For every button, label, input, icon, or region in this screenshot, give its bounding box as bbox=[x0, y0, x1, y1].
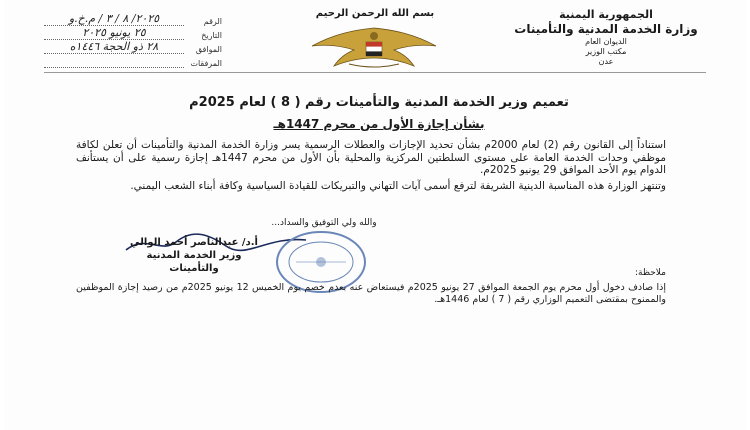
document-page bbox=[4, 0, 746, 430]
circular-title: تعميم وزير الخدمة المدنية والتأمينات رقم ( 8 ) لعام 2025م bbox=[189, 95, 569, 110]
note-text-block bbox=[76, 282, 666, 305]
closing-line: والله ولي التوفيق والسداد... bbox=[271, 218, 377, 228]
ref-date-label: التاريخ bbox=[201, 31, 222, 40]
ref-date-row bbox=[44, 26, 222, 40]
office-name: مكتب الوزير bbox=[585, 46, 627, 56]
reference-block bbox=[44, 12, 222, 68]
ref-attachments-row bbox=[44, 54, 222, 68]
header-divider bbox=[44, 72, 706, 73]
ministry-name: وزارة الخدمة المدنية والتأمينات bbox=[514, 21, 698, 36]
ref-number-value: ٢٠٢٥/ ٨ / ٣ / م.خ.و bbox=[44, 13, 184, 26]
body-paragraph-1: استناداً إلى القانون رقم (2) لعام 2000م بشأن تحديد الإجازات والعطلات الرسمية يسر وزارة الخدمة المدنية والتأمينات أن تعلن لكافة موظفي وحدات الخدمة العامة على مستوى السلطتين المركزية والمحلية بأن الأول من محرم 1447هـ إجازة رسمية على أن يستأنف الدوام يوم الأحد الموافق 29 يونيو 2025م. bbox=[76, 139, 666, 176]
signatory-name: أ.د/ عبدالناصر أحمد الوالي bbox=[130, 237, 258, 248]
ref-number-row bbox=[44, 12, 222, 26]
signatory-title: وزير الخدمة المدنية والتأمينات bbox=[146, 250, 242, 274]
ref-attachments-value bbox=[44, 67, 184, 68]
body-paragraph-2: وتنتهز الوزارة هذه المناسبة الدينية الشريفة لترفع أسمى آيات التهاني والتبريكات للقيادة السياسية وكافة أبناء الشعب اليمني. bbox=[130, 179, 666, 192]
ref-corresponding-value: ٢٨ ذو الحجة ١٤٤٦ه bbox=[44, 41, 184, 54]
ref-corresponding-label: الموافق bbox=[195, 45, 222, 54]
circular-body bbox=[76, 139, 666, 192]
country-name: الجمهورية اليمنية bbox=[559, 8, 653, 21]
department-name: الديوان العام bbox=[585, 36, 627, 46]
city-name: عدن bbox=[598, 56, 614, 66]
ref-number-label: الرقم bbox=[203, 17, 222, 26]
eagle-emblem-icon bbox=[294, 20, 454, 70]
ref-attachments-label: المرفقات bbox=[190, 59, 222, 68]
circular-subject: بشأن إجازة الأول من محرم 1447هـ bbox=[273, 117, 485, 131]
signature-block bbox=[124, 236, 264, 275]
note-text: إذا صادف دخول أول محرم يوم الجمعة الموافق 27 يونيو 2025م فيستعاض عنه بعدم خصم يوم الخميس 12 يونيو 2025م من رصيد إجازة الموظفين والممنوح بمقتضى التعميم الوزاري رقم ( 7 ) لعام 1446هـ. bbox=[76, 282, 667, 305]
ref-corresponding-row bbox=[44, 40, 222, 54]
ministry-header bbox=[496, 8, 716, 67]
ref-date-value: ٢٥ يونيو ٢٠٢٥ bbox=[44, 27, 184, 40]
note-label: ملاحظة: bbox=[635, 268, 666, 278]
basmala: بسم الله الرحمن الرحيم bbox=[315, 8, 435, 19]
